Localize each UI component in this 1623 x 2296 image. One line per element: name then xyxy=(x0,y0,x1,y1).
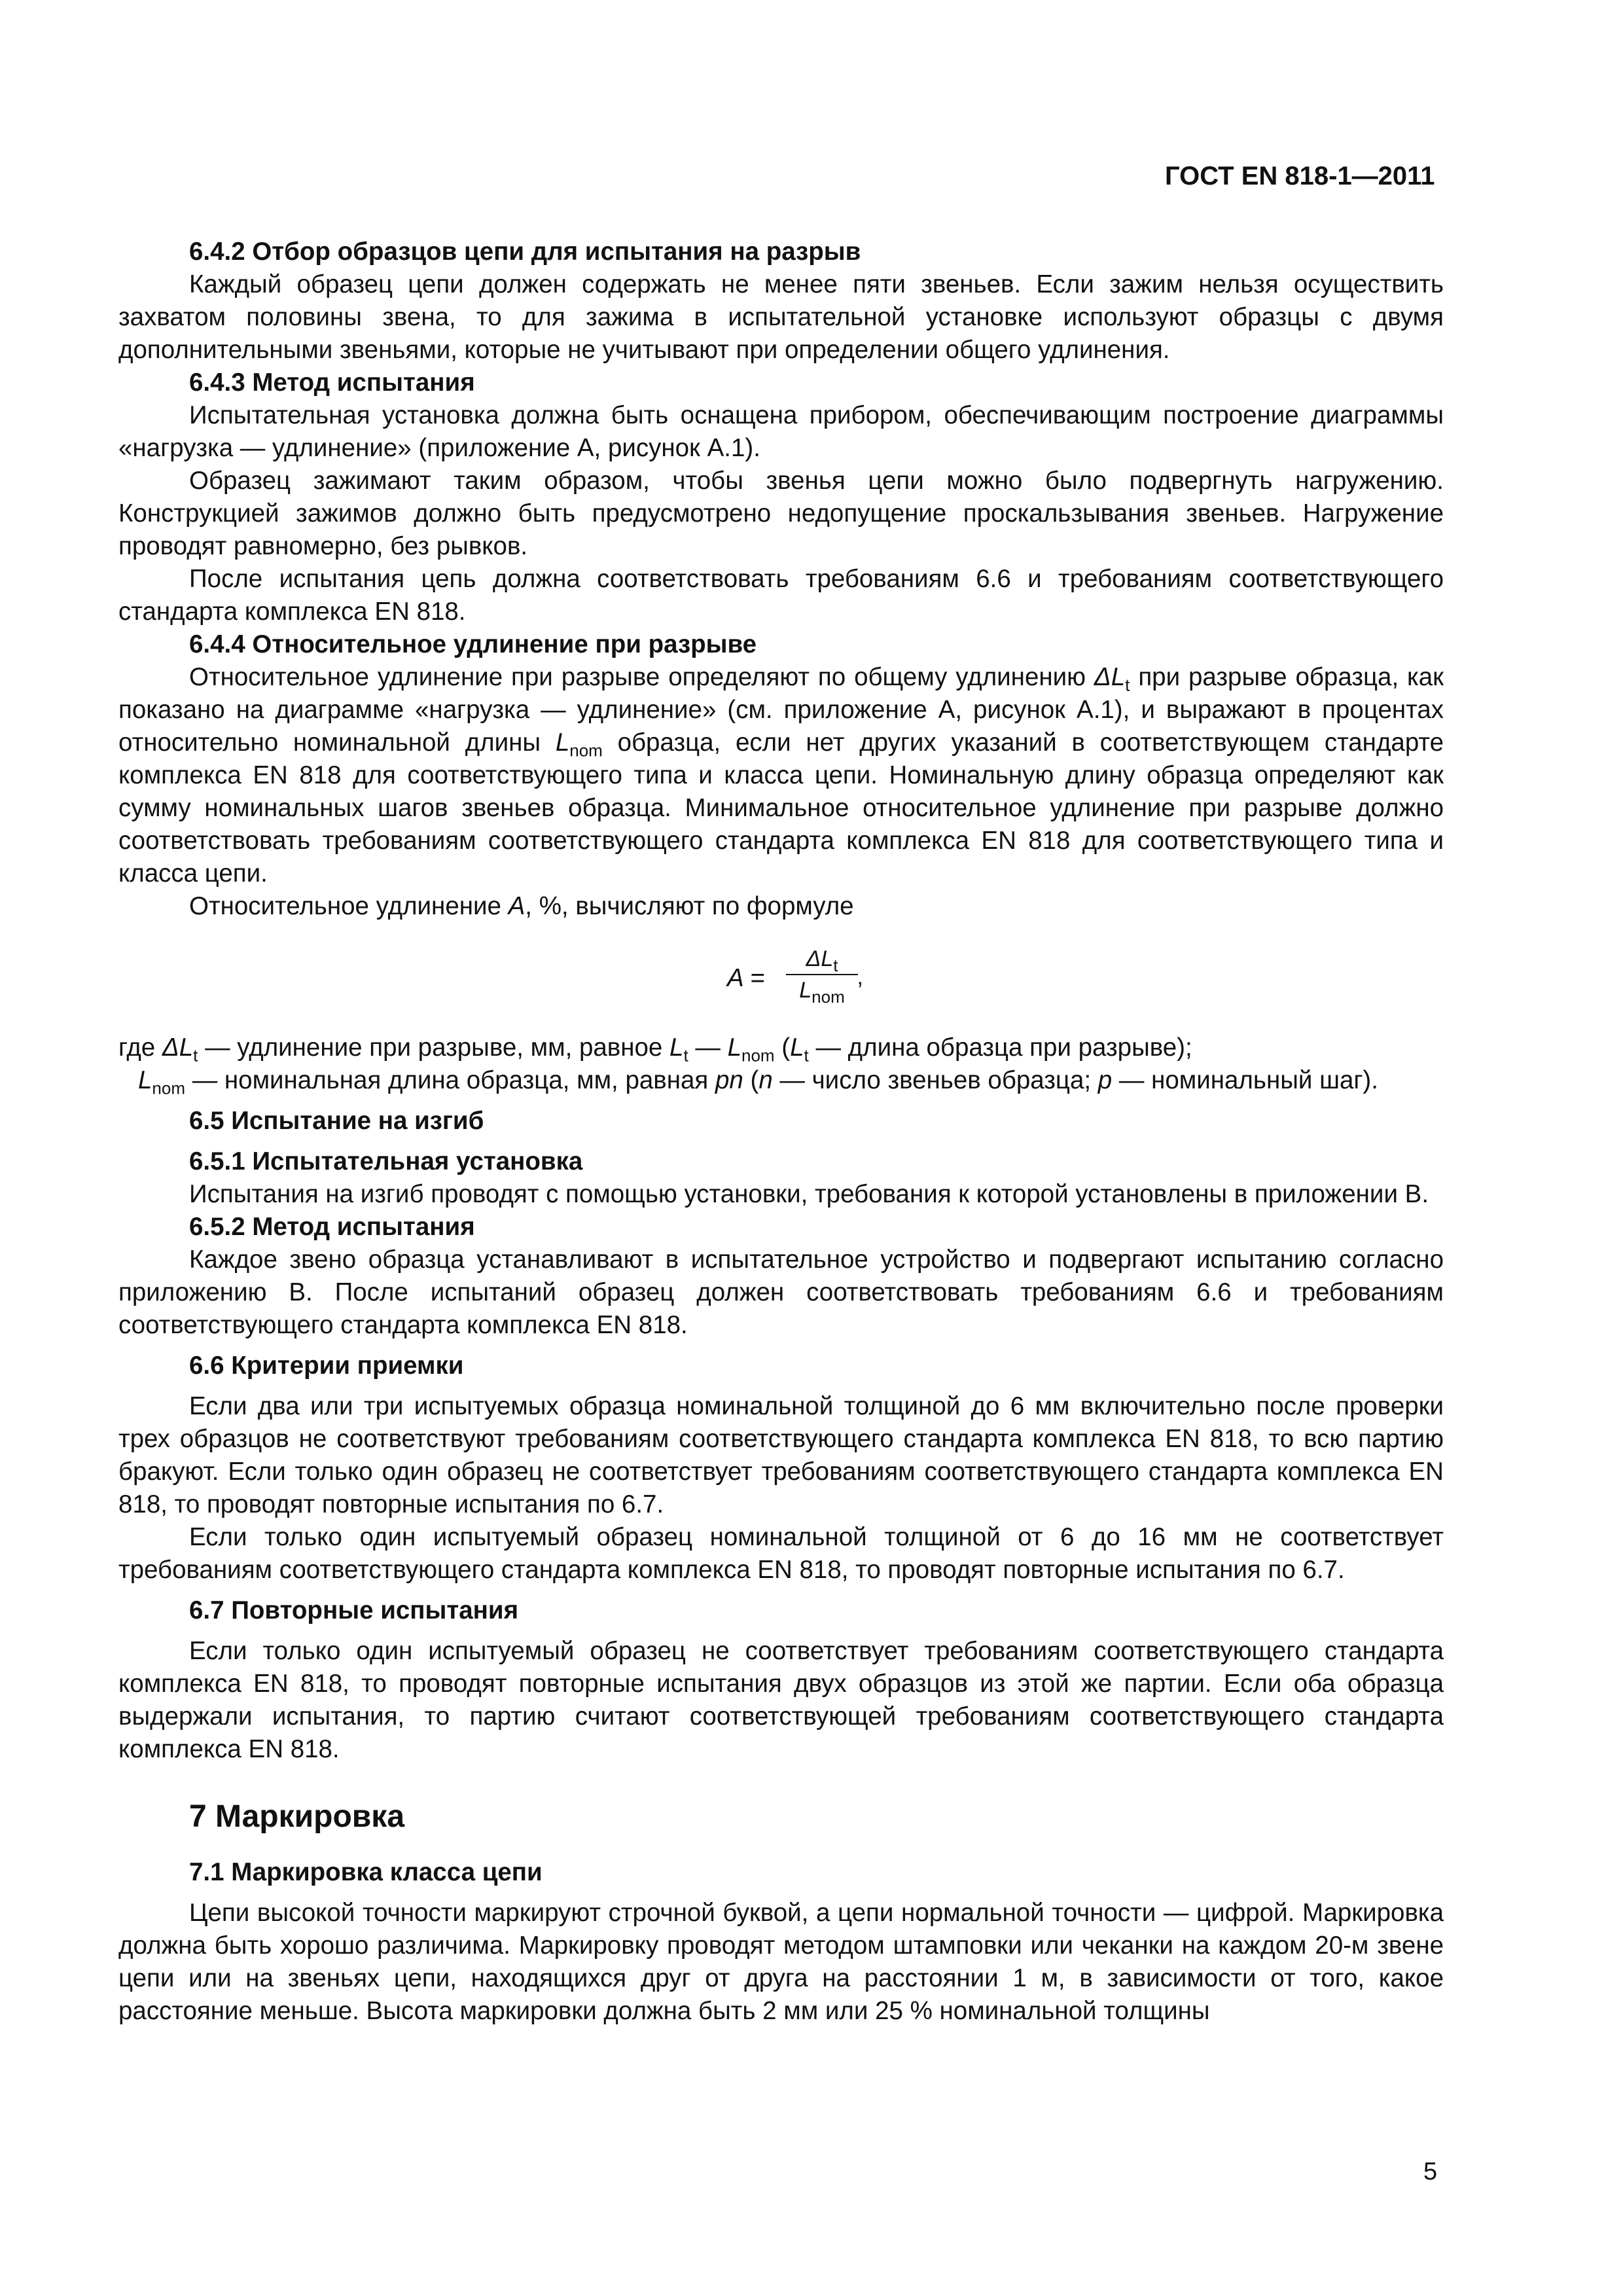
section-6-4-3-paragraph-1: Испытательная установка должна быть оснащена прибором, обеспечивающим построение диаграммы «нагрузка — удлинение» (приложение А, рисунок А.1). xyxy=(118,401,1444,462)
section-6-5-title: 6.5 Испытание на изгиб xyxy=(189,1107,484,1135)
document-header: ГОСТ EN 818-1—2011 xyxy=(1165,162,1435,190)
section-6-4-2-title: 6.4.2 Отбор образцов цепи для испытания на разрыв xyxy=(189,238,861,266)
section-6-7-title: 6.7 Повторные испытания xyxy=(189,1596,519,1624)
section-6-6-paragraph-2: Если только один испытуемый образец номинальной толщиной от 6 до 16 мм не соответствует требованиям соответствующего стандарта комплекса EN 818, то проводят повторные испытания по 6.7. xyxy=(118,1523,1444,1584)
formula-where-1: где $\Delta L_t$ — удлинение при разрыве, мм, равное $L_t$ — $L_{nom}$ ($L_t$ — длина образца при разрыве); xyxy=(118,1033,1192,1066)
section-7-1-title: 7.1 Маркировка класса цепи xyxy=(189,1858,543,1886)
elongation-formula xyxy=(118,944,1444,1016)
formula-where-2: $L_{nom}$ — номинальная длина образца, мм, равная pn (n — число звеньев образца; p — номинальный шаг). xyxy=(138,1066,1378,1098)
section-6-4-3-paragraph-2: Образец зажимают таким образом, чтобы звенья цепи можно было подвергнуть нагружению. Конструкцией зажимов должно быть предусмотрено недопущение проскальзывания звеньев. Нагружение проводят равномерно, без рывков. xyxy=(118,467,1444,560)
section-6-5-1-title: 6.5.1 Испытательная установка xyxy=(189,1147,583,1175)
section-7-title: 7 Маркировка xyxy=(189,1799,405,1834)
formula-fraction xyxy=(786,944,863,1007)
section-6-4-4-paragraph-2: Относительное удлинение А, %, вычисляют по формуле xyxy=(189,892,854,920)
section-6-7-paragraph: Если только один испытуемый образец не соответствует требованиям соответствующего стандарта комплекса EN 818, то проводят повторные испытания двух образцов из этой же партии. Если оба образца выдержали испытания, то партию считают соответствующей требованиям соответствующего стандарта комплекса EN 818. xyxy=(118,1637,1444,1763)
formula-lhs: A = xyxy=(727,964,765,992)
section-6-5-2-title: 6.5.2 Метод испытания xyxy=(189,1213,475,1241)
section-6-6-paragraph-1: Если два или три испытуемых образца номинальной толщиной до 6 мм включительно после проверки трех образцов не соответствуют требованиям соответствующего стандарта комплекса EN 818, то всю партию бракуют. Если только один образец не соответствует требованиям соответствующего стандарта комплекса EN 818, то проводят повторные испытания по 6.7. xyxy=(118,1392,1444,1518)
section-7-1-paragraph: Цепи высокой точности маркируют строчной буквой, а цепи нормальной точности — цифрой. Маркировка должна быть хорошо различима. Маркировку проводят методом штамповки или чеканки на каждом 20-м звене цепи или на звеньях цепи, находящихся друг от друга на расстоянии 1 м, в зависимости от того, какое расстояние меньше. Высота маркировки должна быть 2 мм или 25 % номинальной толщины xyxy=(118,1899,1444,2025)
section-6-4-3-paragraph-3: После испытания цепь должна соответствовать требованиям 6.6 и требованиям соответствующего стандарта комплекса EN 818. xyxy=(118,565,1444,626)
page-number: 5 xyxy=(1423,2158,1438,2185)
section-6-6-title: 6.6 Критерии приемки xyxy=(189,1352,464,1380)
section-6-4-2-paragraph: Каждый образец цепи должен содержать не менее пяти звеньев. Если зажим нельзя осуществить захватом половины звена, то для зажима в испытательной установке используют образцы с двумя дополнительными звеньями, которые не учитывают при определении общего удлинения. xyxy=(118,270,1444,364)
formula-numerator: $\Delta L_t$ , xyxy=(786,944,858,975)
formula-denominator: $L_{nom}$ xyxy=(799,978,845,1007)
section-6-4-4-title: 6.4.4 Относительное удлинение при разрыве xyxy=(189,630,757,658)
section-6-5-2-paragraph: Каждое звено образца устанавливают в испытательное устройство и подвергают испытанию согласно приложению В. После испытаний образец должен соответствовать требованиям 6.6 и требованиям соответствующего стандарта комплекса EN 818. xyxy=(118,1246,1444,1339)
page-body xyxy=(118,236,1444,2028)
section-6-4-3-title: 6.4.3 Метод испытания xyxy=(189,368,475,397)
section-6-4-4-paragraph-1: Относительное удлинение при разрыве определяют по общему удлинению $\Delta L_t$ при разрыве образца, как показано на диаграмме «нагрузка — удлинение» (см. приложение А, рисунок А.1), и выражают в процентах относительно номинальной длины $L_{nom}$ образца, если нет других указаний в соответствующем стандарте комплекса EN 818 для соответствующего типа и класса цепи. Номинальную длину образца определяют как сумму номинальных шагов звеньев образца. Минимальное относительное удлинение при разрыве должно соответствовать требованиям соответствующего стандарта комплекса EN 818 для соответствующего типа и класса цепи. xyxy=(118,663,1444,888)
section-6-5-1-paragraph: Испытания на изгиб проводят с помощью установки, требования к которой установлены в приложении В. xyxy=(189,1180,1429,1208)
